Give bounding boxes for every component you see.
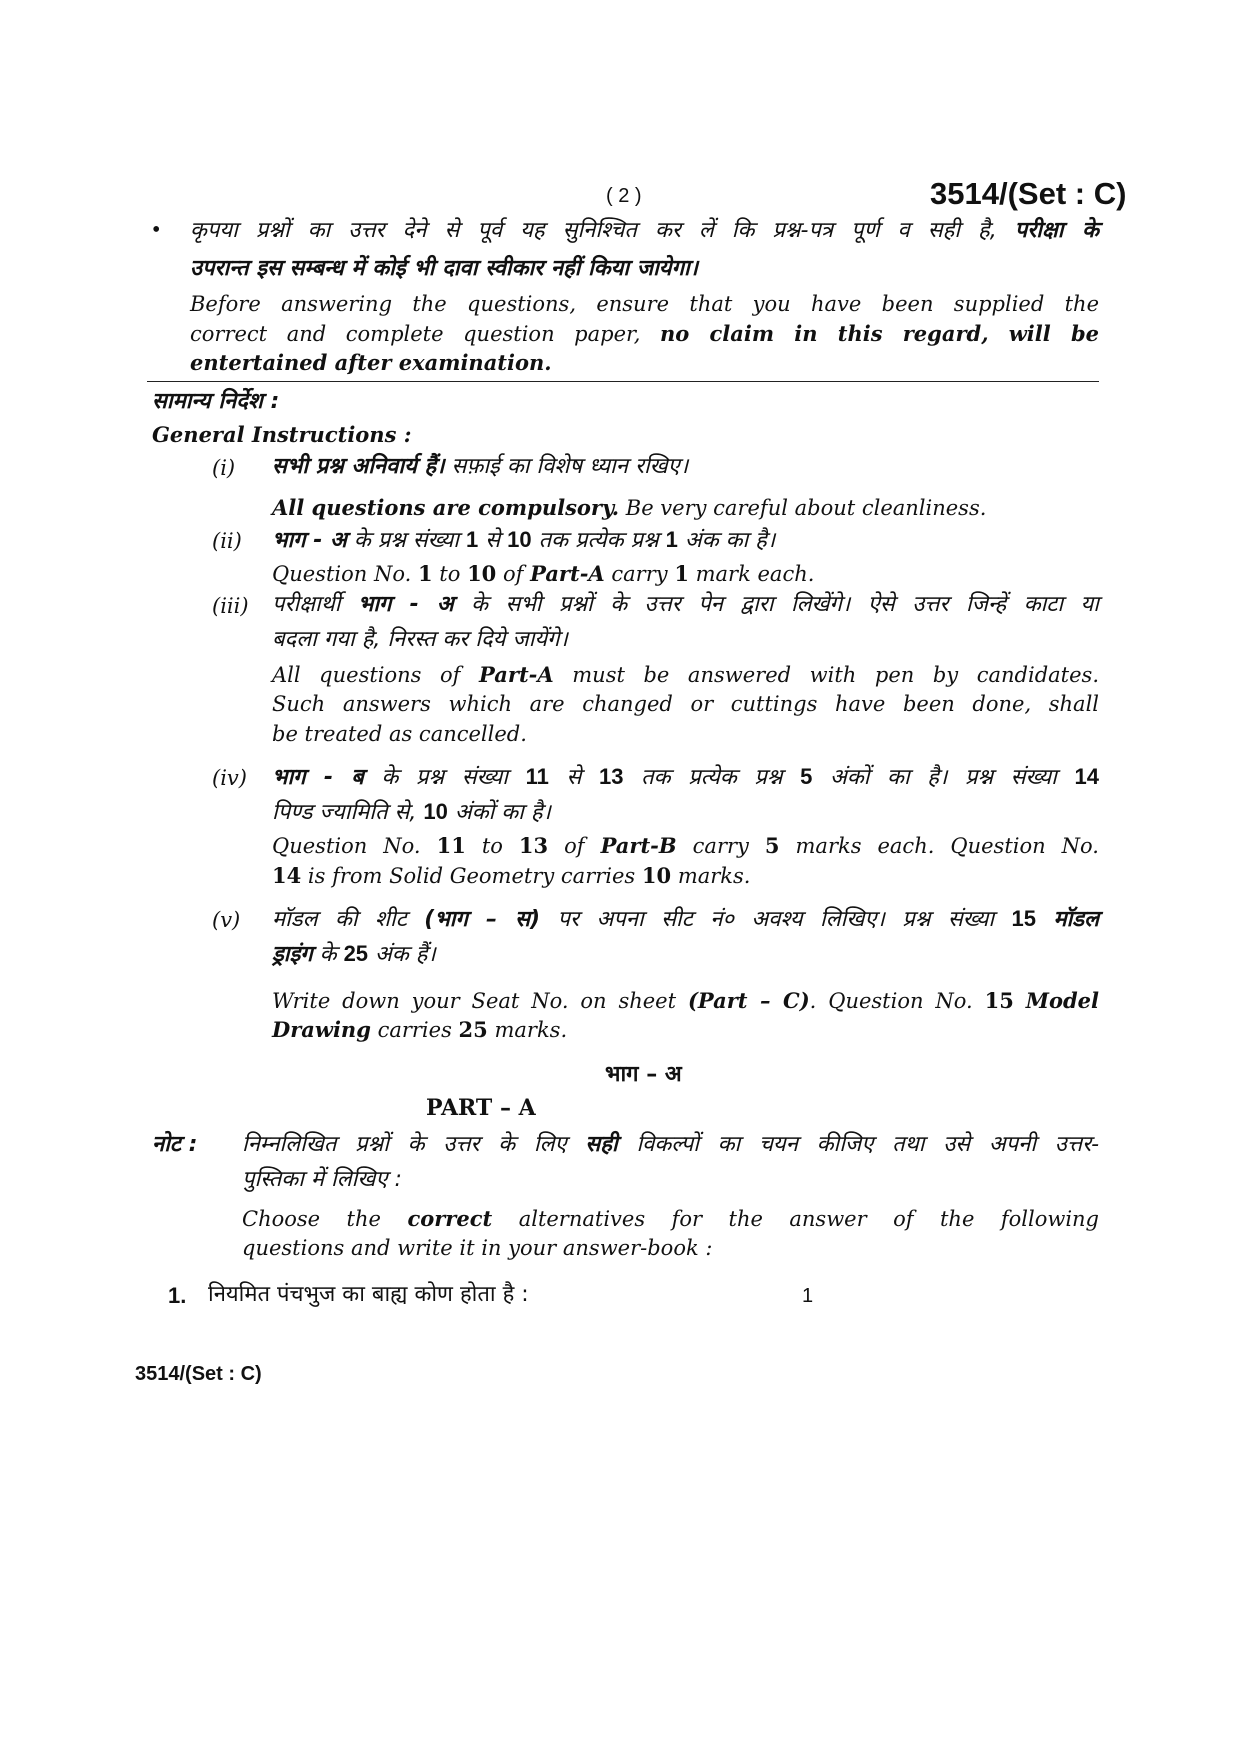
text: पिण्ड ज्यामिति से, xyxy=(272,800,417,825)
text: अंक हैं। xyxy=(375,942,436,967)
text: mark each. xyxy=(695,562,815,586)
text-bold: मॉडल xyxy=(1053,907,1099,932)
item-iv-english-line-1 xyxy=(272,835,1099,857)
text-bold: All questions are compulsory. xyxy=(272,495,620,520)
item-number: (iii) xyxy=(212,594,249,618)
number: 1 xyxy=(665,527,678,552)
number: 13 xyxy=(599,764,624,789)
item-number: (v) xyxy=(212,908,241,932)
number: 10 xyxy=(467,561,497,586)
text: के xyxy=(319,942,337,967)
text: तक प्रत्येक प्रश्न xyxy=(538,528,659,553)
number: 1 xyxy=(674,561,689,586)
text: Write down your Seat No. on sheet xyxy=(272,989,677,1013)
item-i-english xyxy=(272,497,986,519)
number: 1 xyxy=(417,561,433,586)
paper-code: 3514/(Set : C) xyxy=(930,176,1127,211)
item-number: (i) xyxy=(212,456,236,480)
item-number: (iv) xyxy=(212,766,247,790)
item-iii-english-line-2: Such answers which are changed or cuttings have been done, shall xyxy=(272,692,1099,716)
text: के प्रश्न संख्या xyxy=(353,528,459,553)
text: to xyxy=(481,834,503,858)
text-bold: सही xyxy=(585,1132,618,1157)
text: Question No. xyxy=(272,562,412,586)
notice-hindi-line-1 xyxy=(190,220,1099,242)
number: 5 xyxy=(764,833,780,858)
part-a-hindi-title: भाग – अ xyxy=(605,1062,682,1087)
number: 15 xyxy=(984,988,1014,1013)
text: के सभी प्रश्नों के उत्तर पेन द्वारा लिखेंगे। ऐसे उत्तर जिन्हें काटा या xyxy=(471,592,1099,617)
text-bold: ड्राइंग xyxy=(272,942,313,967)
number: 25 xyxy=(343,941,369,966)
item-iv-english-line-2 xyxy=(272,865,750,887)
number: 5 xyxy=(800,764,813,789)
text-bold: भाग - अ xyxy=(272,528,347,553)
text: is from Solid Geometry carries xyxy=(307,864,636,888)
item-ii-hindi xyxy=(272,529,775,552)
number: 11 xyxy=(436,833,466,858)
text-bold: Model xyxy=(1025,988,1099,1013)
text: to xyxy=(439,562,461,586)
text-bold: सभी प्रश्न अनिवार्य हैं। xyxy=(272,454,445,479)
text: अंकों का है। प्रश्न संख्या xyxy=(830,765,1057,790)
item-v-hindi-line-2 xyxy=(272,943,436,966)
english-heading: General Instructions : xyxy=(152,422,412,447)
text: Question No. xyxy=(272,834,421,858)
text: Choose the xyxy=(242,1207,381,1231)
item-iii-hindi-line-1 xyxy=(272,594,1099,616)
number: 15 xyxy=(1011,906,1036,931)
text: विकल्पों का चयन कीजिए तथा उसे अपनी उत्तर- xyxy=(636,1132,1100,1157)
text: alternatives for the answer of the following xyxy=(518,1207,1100,1231)
text: परीक्षार्थी xyxy=(272,592,341,617)
item-number: (ii) xyxy=(212,529,242,553)
text: . Question No. xyxy=(809,989,973,1013)
item-v-hindi-line-1 xyxy=(272,908,1099,931)
note-hindi-line-2: पुस्तिका में लिखिए : xyxy=(242,1167,402,1192)
text: Be very careful about cleanliness. xyxy=(625,496,987,520)
question-text: नियमित पंचभुज का बाह्य कोण होता है : xyxy=(208,1282,529,1307)
notice-english-line-1: Before answering the questions, ensure that you have been supplied the xyxy=(190,292,1099,316)
text: पर अपना सीट नं० अवश्य लिखिए। प्रश्न संख्या xyxy=(557,907,995,932)
item-iv-hindi-line-2 xyxy=(272,801,551,824)
notice-english-line-2 xyxy=(190,323,1099,345)
number: 25 xyxy=(458,1017,488,1042)
notice-hindi-line-2: उपरान्त इस सम्बन्ध में कोई भी दावा स्वीकार नहीं किया जायेगा। xyxy=(190,256,698,281)
item-iii-hindi-line-2: बदला गया है, निरस्त कर दिये जायेंगे। xyxy=(272,627,568,652)
item-iv-hindi-line-1 xyxy=(272,766,1099,789)
text: अंकों का है। xyxy=(454,800,551,825)
text-bold: भाग - ब xyxy=(272,765,364,790)
number: 1 xyxy=(465,527,479,552)
text: कृपया प्रश्नों का उत्तर देने से पूर्व यह सुनिश्चित कर लें कि प्रश्न-पत्र पूर्ण व सही है, xyxy=(190,218,997,243)
text: must be answered with pen by candidates. xyxy=(572,663,1099,687)
question-number: 1. xyxy=(168,1283,187,1308)
hindi-heading: सामान्य निर्देश : xyxy=(152,389,280,414)
text-bold: no claim in this regard, will be xyxy=(660,321,1099,346)
text-bold: भाग - अ xyxy=(357,592,454,617)
text: All questions of xyxy=(272,663,461,687)
page-number: ( 2 ) xyxy=(606,185,642,207)
text: से xyxy=(485,528,501,553)
text-bold: Part-A xyxy=(530,561,605,586)
item-iii-english-line-1 xyxy=(272,664,1099,686)
text: carry xyxy=(611,562,668,586)
question-marks: 1 xyxy=(802,1285,814,1307)
note-label: नोट : xyxy=(152,1132,198,1157)
text: तक प्रत्येक प्रश्न xyxy=(641,765,783,790)
text: marks each. Question No. xyxy=(795,834,1099,858)
text: carry xyxy=(692,834,749,858)
text: मॉडल की शीट xyxy=(272,907,407,932)
text-bold: (Part – C) xyxy=(687,988,810,1013)
text: से xyxy=(566,765,582,790)
number: 10 xyxy=(507,527,532,552)
text-bold: Part-A xyxy=(479,662,554,687)
text: marks. xyxy=(494,1018,568,1042)
number: 10 xyxy=(423,799,448,824)
number: 11 xyxy=(525,764,549,789)
footer-paper-code: 3514/(Set : C) xyxy=(135,1363,262,1385)
number: 10 xyxy=(641,863,672,888)
text-bold: Drawing xyxy=(272,1017,371,1042)
item-ii-english xyxy=(272,563,814,585)
text-bold: (भाग – स) xyxy=(424,907,541,932)
item-v-english-line-2 xyxy=(272,1019,567,1041)
bullet: • xyxy=(152,217,161,243)
number: 13 xyxy=(518,833,549,858)
text: of xyxy=(564,834,585,858)
text-bold: परीक्षा के xyxy=(1014,218,1099,243)
number: 14 xyxy=(272,863,302,888)
note-english-line-1 xyxy=(242,1208,1099,1230)
note-hindi-line-1 xyxy=(242,1134,1099,1156)
text: correct and complete question paper, xyxy=(190,322,641,346)
text: marks. xyxy=(677,864,751,888)
text: अंक का है। xyxy=(684,528,776,553)
text: carries xyxy=(377,1018,452,1042)
item-v-english-line-1 xyxy=(272,990,1099,1012)
text-bold: Part-B xyxy=(600,833,677,858)
part-a-title: PART – A xyxy=(426,1095,536,1121)
item-i-hindi xyxy=(272,456,688,478)
text: सफ़ाई का विशेष ध्यान रखिए। xyxy=(451,454,689,479)
text: of xyxy=(502,562,524,586)
divider xyxy=(147,381,1099,382)
notice-english-line-3: entertained after examination. xyxy=(190,350,552,375)
text: के प्रश्न संख्या xyxy=(381,765,508,790)
text-bold: correct xyxy=(407,1206,493,1231)
item-iii-english-line-3: be treated as cancelled. xyxy=(272,722,527,746)
note-english-line-2: questions and write it in your answer-book : xyxy=(242,1236,713,1260)
text: निम्नलिखित प्रश्नों के उत्तर के लिए xyxy=(242,1132,567,1157)
number: 14 xyxy=(1074,764,1099,789)
